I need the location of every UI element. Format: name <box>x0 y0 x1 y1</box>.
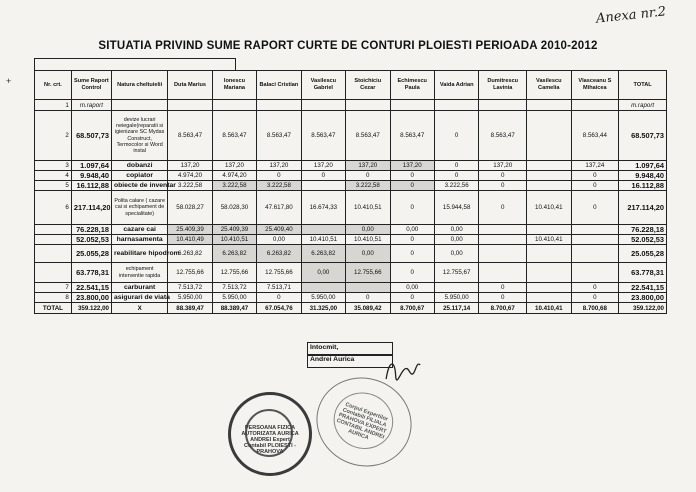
row-total: 22.541,15 <box>619 283 667 293</box>
person-amount <box>301 283 345 293</box>
empty-cell <box>346 100 390 111</box>
person-amount: 7.513,72 <box>168 283 212 293</box>
person-amount <box>527 283 571 293</box>
row-number: 8 <box>35 293 72 303</box>
expense-table <box>34 70 667 314</box>
person-amount <box>346 283 390 293</box>
empty-cell <box>301 100 345 111</box>
sum-value: 76.228,18 <box>71 225 111 235</box>
document-title: SITUATIA PRIVIND SUME RAPORT CURTE DE CONTURI PLOIESTI PERIOADA 2010-2012 <box>98 40 598 52</box>
total-person: 88.389,47 <box>212 303 256 314</box>
empty-cell <box>390 100 434 111</box>
header-cell: Sume Raport Control <box>71 71 111 100</box>
person-amount: 0 <box>301 171 345 181</box>
sum-value: 68.507,73 <box>71 111 111 161</box>
person-amount: 0 <box>390 171 434 181</box>
person-amount: 3.222,58 <box>346 181 390 191</box>
table-row <box>35 283 667 293</box>
row-total: 68.507,73 <box>619 111 667 161</box>
person-amount: 25.409,40 <box>257 225 301 235</box>
sum-value: 52.052,53 <box>71 235 111 245</box>
person-amount: 0 <box>571 181 619 191</box>
person-amount: 15.944,58 <box>434 191 478 225</box>
total-person: 8.700,67 <box>390 303 434 314</box>
person-amount: 0 <box>434 111 478 161</box>
person-amount: 0 <box>390 293 434 303</box>
person-amount: 3.222,56 <box>434 181 478 191</box>
empty-cell <box>168 100 212 111</box>
person-amount: 0 <box>479 293 527 303</box>
person-amount: 25.409,39 <box>212 225 256 235</box>
stamp-pfa <box>228 392 312 476</box>
table-row <box>35 171 667 181</box>
row-total: 23.800,00 <box>619 293 667 303</box>
person-amount: 0 <box>257 171 301 181</box>
person-amount: 137,20 <box>168 161 212 171</box>
header-cell: Vaida Adrian <box>434 71 478 100</box>
person-amount: 0 <box>571 293 619 303</box>
table-row <box>35 181 667 191</box>
total-person: 25.117,14 <box>434 303 478 314</box>
total-x: X <box>111 303 167 314</box>
expense-type: carburant <box>111 283 167 293</box>
person-amount: 0 <box>346 293 390 303</box>
person-amount: 58.028,30 <box>212 191 256 225</box>
person-amount: 5.950,00 <box>212 293 256 303</box>
expense-type: cazare cai <box>111 225 167 235</box>
header-cell: TOTAL <box>619 71 667 100</box>
person-amount: 12.755,66 <box>346 263 390 283</box>
person-amount <box>301 225 345 235</box>
person-amount: 3.222,58 <box>257 181 301 191</box>
person-amount: 3.222,58 <box>168 181 212 191</box>
person-amount: 0 <box>479 171 527 181</box>
person-amount <box>527 245 571 263</box>
person-amount: 3.222,58 <box>212 181 256 191</box>
person-amount: 0 <box>571 283 619 293</box>
header-cell: Dumitrescu Lavinia <box>479 71 527 100</box>
person-amount: 137,24 <box>571 161 619 171</box>
person-amount: 4.974,20 <box>168 171 212 181</box>
header-cell: Nr. crt. <box>35 71 72 100</box>
person-amount <box>527 111 571 161</box>
table-row <box>35 293 667 303</box>
person-amount <box>527 263 571 283</box>
person-amount: 10.410,51 <box>346 235 390 245</box>
header-cell: Balaci Cristian <box>257 71 301 100</box>
person-amount: 12.755,67 <box>434 263 478 283</box>
total-person: 88.389,47 <box>168 303 212 314</box>
person-amount: 0 <box>390 245 434 263</box>
person-amount: 0 <box>434 161 478 171</box>
person-amount: 6.263,82 <box>168 245 212 263</box>
person-amount: 5.950,00 <box>168 293 212 303</box>
empty-cell <box>212 100 256 111</box>
person-amount: 137,20 <box>301 161 345 171</box>
empty-cell <box>479 100 527 111</box>
total-person: 35.089,42 <box>346 303 390 314</box>
header-cell: Stoichiciu Cezar <box>346 71 390 100</box>
total-person: 8.700,67 <box>479 303 527 314</box>
sum-value: 9.948,40 <box>71 171 111 181</box>
row-total: 76.228,18 <box>619 225 667 235</box>
person-amount: 8.563,47 <box>390 111 434 161</box>
person-amount: 0 <box>479 181 527 191</box>
row-number <box>35 263 72 283</box>
person-amount: 8.563,47 <box>212 111 256 161</box>
person-amount: 12.755,66 <box>168 263 212 283</box>
total-sum: 359.122,00 <box>71 303 111 314</box>
sum-value: 25.055,28 <box>71 245 111 263</box>
person-amount: 8.563,47 <box>168 111 212 161</box>
row-total: 63.778,31 <box>619 263 667 283</box>
person-amount: 0,00 <box>390 225 434 235</box>
person-amount: 0 <box>390 263 434 283</box>
person-amount: 8.563,47 <box>479 111 527 161</box>
row-number: 7 <box>35 283 72 293</box>
person-amount: 0,00 <box>434 235 478 245</box>
person-amount: 0 <box>479 283 527 293</box>
handwritten-cell: m.raport <box>619 100 667 111</box>
expense-type: dobanzi <box>111 161 167 171</box>
person-amount: 10.410,41 <box>527 191 571 225</box>
table-row <box>35 161 667 171</box>
handwritten-cell: m.raport <box>71 100 111 111</box>
row-number: 6 <box>35 191 72 225</box>
sum-value: 16.112,88 <box>71 181 111 191</box>
header-cell: Vlasceanu S Mihaicea <box>571 71 619 100</box>
sum-value: 1.097,64 <box>71 161 111 171</box>
person-amount <box>527 293 571 303</box>
person-amount <box>301 181 345 191</box>
person-amount <box>479 235 527 245</box>
header-cell: Natura cheltuielii <box>111 71 167 100</box>
person-amount <box>571 263 619 283</box>
prepared-by-label: Intocmit, <box>307 342 393 356</box>
expense-type: obiecte de inventar <box>111 181 167 191</box>
person-amount: 0 <box>479 191 527 225</box>
person-amount <box>527 171 571 181</box>
person-amount: 10.410,49 <box>168 235 212 245</box>
person-amount: 6.263,82 <box>212 245 256 263</box>
expense-type: Polita calare ( cazare cai si echipament de specialitate) <box>111 191 167 225</box>
person-amount: 0 <box>390 191 434 225</box>
person-amount: 16.674,33 <box>301 191 345 225</box>
expense-type: asigurari de viata <box>111 293 167 303</box>
row-number: 2 <box>35 111 72 161</box>
person-amount <box>527 181 571 191</box>
row-number: 1 <box>35 100 72 111</box>
person-amount: 58.028,27 <box>168 191 212 225</box>
person-amount: 0,00 <box>301 263 345 283</box>
sum-value: 63.778,31 <box>71 263 111 283</box>
person-amount: 0,00 <box>257 235 301 245</box>
person-amount: 0,00 <box>434 225 478 235</box>
grand-total: 359.122,00 <box>619 303 667 314</box>
person-amount: 12.755,66 <box>257 263 301 283</box>
row-total: 217.114,20 <box>619 191 667 225</box>
person-amount: 8.563,47 <box>257 111 301 161</box>
empty-cell <box>571 100 619 111</box>
header-cell: Echimescu Paula <box>390 71 434 100</box>
row-total: 1.097,64 <box>619 161 667 171</box>
person-amount <box>571 245 619 263</box>
person-amount: 0 <box>571 191 619 225</box>
person-amount: 7.513,72 <box>212 283 256 293</box>
total-person: 67.054,76 <box>257 303 301 314</box>
person-amount: 10.410,51 <box>212 235 256 245</box>
person-amount: 0,00 <box>434 245 478 263</box>
expense-type: reabilitare hipodrom <box>111 245 167 263</box>
expense-type: devize lucrari neiegale(reparatii si igienizare SC Mydas Construct, Termocolor si Word instal <box>111 111 167 161</box>
expense-type: copiator <box>111 171 167 181</box>
person-amount: 5.950,00 <box>301 293 345 303</box>
total-label: TOTAL <box>35 303 72 314</box>
table-row <box>35 263 667 283</box>
person-amount: 0 <box>571 171 619 181</box>
total-person: 10.410,41 <box>527 303 571 314</box>
person-amount: 8.563,47 <box>301 111 345 161</box>
table-row <box>35 111 667 161</box>
person-amount: 4.974,20 <box>212 171 256 181</box>
person-amount <box>434 283 478 293</box>
row-number: 3 <box>35 161 72 171</box>
person-amount: 137,20 <box>257 161 301 171</box>
stamp-pfa-text: PERSOANA FIZICA AUTORIZATA AURICA ANDREI Expert Contabil PLOIESTI - PRAHOVA <box>241 425 299 455</box>
header-cell: Vasilescu Gabriel <box>301 71 345 100</box>
person-amount: 0 <box>257 293 301 303</box>
total-person: 31.325,00 <box>301 303 345 314</box>
handwritten-annex-note: Anexa nr.2 <box>595 4 667 27</box>
sum-value: 23.800,00 <box>71 293 111 303</box>
empty-cell <box>111 100 167 111</box>
row-number <box>35 245 72 263</box>
person-amount: 8.563,44 <box>571 111 619 161</box>
header-cell: Ionescu Mariana <box>212 71 256 100</box>
row-number: 5 <box>35 181 72 191</box>
person-amount: 0 <box>434 171 478 181</box>
person-amount: 5.950,00 <box>434 293 478 303</box>
person-amount: 137,20 <box>390 161 434 171</box>
prepared-by-name: Andrei Aurica <box>307 354 393 368</box>
margin-mark: + <box>6 76 12 86</box>
person-amount: 0,00 <box>390 283 434 293</box>
row-number <box>35 235 72 245</box>
person-amount: 0,00 <box>346 225 390 235</box>
row-number <box>35 225 72 235</box>
person-amount: 6.263,82 <box>301 245 345 263</box>
table-body <box>35 100 667 314</box>
person-amount: 0 <box>390 235 434 245</box>
row-total: 9.948,40 <box>619 171 667 181</box>
header-cell: Duta Marius <box>168 71 212 100</box>
total-row <box>35 303 667 314</box>
header-cell: Vasilescu Camelia <box>527 71 571 100</box>
stamp-ceccar-text: Corpul Expertilor Contabili FILIALA PRAHOVA EXPERT CONTABIL ANDREI AURICA <box>335 401 389 442</box>
person-amount: 7.513,71 <box>257 283 301 293</box>
person-amount <box>479 263 527 283</box>
person-amount: 10.410,41 <box>527 235 571 245</box>
person-amount: 8.563,47 <box>346 111 390 161</box>
total-person: 8.700,68 <box>571 303 619 314</box>
person-amount: 137,20 <box>479 161 527 171</box>
table-row <box>35 245 667 263</box>
row-total: 25.055,28 <box>619 245 667 263</box>
person-amount: 47.617,80 <box>257 191 301 225</box>
person-amount: 10.410,51 <box>346 191 390 225</box>
person-amount <box>527 225 571 235</box>
empty-cell <box>527 100 571 111</box>
person-amount: 25.409,39 <box>168 225 212 235</box>
empty-cell <box>434 100 478 111</box>
person-amount: 6.263,82 <box>257 245 301 263</box>
person-amount: 0,00 <box>346 245 390 263</box>
row-number: 4 <box>35 171 72 181</box>
person-amount: 137,20 <box>212 161 256 171</box>
person-amount: 137,20 <box>346 161 390 171</box>
sum-value: 217.114,20 <box>71 191 111 225</box>
row-total: 52.052,53 <box>619 235 667 245</box>
empty-cell <box>257 100 301 111</box>
row-total: 16.112,88 <box>619 181 667 191</box>
table-row <box>35 235 667 245</box>
person-amount: 0 <box>346 171 390 181</box>
person-amount <box>527 161 571 171</box>
person-amount: 12.755,66 <box>212 263 256 283</box>
person-amount: 0 <box>390 181 434 191</box>
person-amount <box>479 225 527 235</box>
sum-value: 22.541,15 <box>71 283 111 293</box>
table-header-row <box>35 71 667 100</box>
person-amount: 10.410,51 <box>301 235 345 245</box>
person-amount <box>571 225 619 235</box>
table-row <box>35 191 667 225</box>
table-row <box>35 100 667 111</box>
table-row <box>35 225 667 235</box>
expense-type: echipament interventie rapida <box>111 263 167 283</box>
person-amount <box>571 235 619 245</box>
person-amount <box>479 245 527 263</box>
expense-type: harnasamenta <box>111 235 167 245</box>
